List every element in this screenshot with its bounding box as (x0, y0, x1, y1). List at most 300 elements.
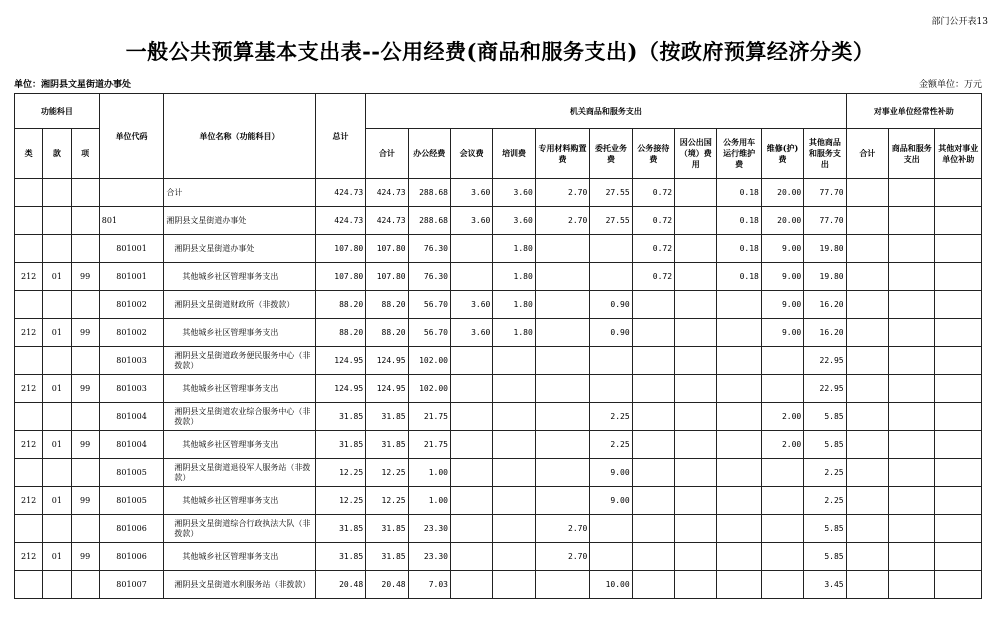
value-cell (493, 487, 535, 515)
value-cell (889, 487, 935, 515)
value-cell: 88.20 (315, 319, 365, 347)
value-cell: 21.75 (408, 431, 450, 459)
value-cell (450, 459, 492, 487)
unit-name-cell: 其他城乡社区管理事务支出 (164, 487, 315, 515)
value-cell: 31.85 (366, 403, 408, 431)
value-cell: 20.48 (315, 571, 365, 599)
col-header: 办公经费 (408, 129, 450, 179)
value-cell (535, 403, 590, 431)
unit-code-cell: 801005 (99, 487, 164, 515)
value-cell: 0.18 (717, 179, 761, 207)
value-cell (889, 235, 935, 263)
value-cell (535, 431, 590, 459)
value-cell (761, 375, 803, 403)
value-cell: 107.80 (315, 263, 365, 291)
value-cell (846, 235, 888, 263)
value-cell (535, 459, 590, 487)
unit-name-cell: 其他城乡社区管理事务支出 (164, 375, 315, 403)
unit-name-cell: 合计 (164, 179, 315, 207)
col-header: 公务接待费 (632, 129, 674, 179)
value-cell: 12.25 (315, 487, 365, 515)
value-cell (632, 403, 674, 431)
value-cell (846, 347, 888, 375)
value-cell (935, 179, 982, 207)
value-cell: 19.80 (804, 235, 846, 263)
value-cell (493, 347, 535, 375)
kuan-cell (43, 459, 71, 487)
value-cell: 9.00 (590, 487, 632, 515)
xiang-cell: 99 (71, 263, 99, 291)
value-cell: 2.25 (804, 459, 846, 487)
value-cell: 288.68 (408, 179, 450, 207)
value-cell (632, 571, 674, 599)
value-cell (846, 515, 888, 543)
value-cell (935, 487, 982, 515)
value-cell: 3.60 (450, 319, 492, 347)
value-cell (632, 347, 674, 375)
value-cell (889, 347, 935, 375)
value-cell (450, 235, 492, 263)
xiang-cell (71, 515, 99, 543)
table-row (15, 431, 982, 459)
kuan-cell: 01 (43, 375, 71, 403)
value-cell (675, 487, 717, 515)
value-cell (935, 375, 982, 403)
value-cell: 424.73 (366, 207, 408, 235)
lei-cell (15, 459, 43, 487)
xiang-cell: 99 (71, 319, 99, 347)
unit-name-cell: 湘阴县文星街道综合行政执法大队（非拨款） (164, 515, 315, 543)
value-cell: 2.70 (535, 207, 590, 235)
value-cell (675, 571, 717, 599)
unit-code-cell: 801006 (99, 515, 164, 543)
lei-cell: 212 (15, 431, 43, 459)
value-cell: 88.20 (366, 319, 408, 347)
value-cell: 102.00 (408, 375, 450, 403)
unit-code-cell: 801002 (99, 319, 164, 347)
value-cell: 0.90 (590, 319, 632, 347)
value-cell: 23.30 (408, 543, 450, 571)
table-row (15, 459, 982, 487)
value-cell (889, 291, 935, 319)
xiang-cell (71, 347, 99, 375)
budget-table (14, 93, 982, 599)
value-cell: 2.00 (761, 431, 803, 459)
value-cell: 3.45 (804, 571, 846, 599)
unit-code-cell: 801007 (99, 571, 164, 599)
unit-name-cell: 湘阴县文星街道水利服务站（非拨款） (164, 571, 315, 599)
value-cell: 424.73 (315, 179, 365, 207)
value-cell: 0.72 (632, 207, 674, 235)
value-cell (632, 515, 674, 543)
value-cell (846, 459, 888, 487)
value-cell: 10.00 (590, 571, 632, 599)
kuan-cell (43, 515, 71, 543)
value-cell (935, 291, 982, 319)
lei-cell (15, 347, 43, 375)
table-row (15, 571, 982, 599)
value-cell: 102.00 (408, 347, 450, 375)
value-cell (535, 319, 590, 347)
kuan-cell (43, 347, 71, 375)
lei-cell (15, 403, 43, 431)
subsidy-col-header: 合计 (846, 129, 888, 179)
value-cell: 31.85 (366, 431, 408, 459)
subsidy-col-header: 其他对事业单位补助 (935, 129, 982, 179)
value-cell: 31.85 (366, 515, 408, 543)
value-cell (935, 235, 982, 263)
col-header: 其他商品和服务支出 (804, 129, 846, 179)
value-cell: 0.72 (632, 263, 674, 291)
value-cell (935, 515, 982, 543)
value-cell: 3.60 (450, 207, 492, 235)
value-cell (675, 403, 717, 431)
value-cell (846, 263, 888, 291)
value-cell: 124.95 (315, 375, 365, 403)
value-cell (761, 347, 803, 375)
value-cell (935, 319, 982, 347)
value-cell (632, 459, 674, 487)
value-cell (493, 571, 535, 599)
table-row (15, 235, 982, 263)
value-cell (632, 291, 674, 319)
value-cell (846, 207, 888, 235)
value-cell: 56.70 (408, 291, 450, 319)
table-row (15, 319, 982, 347)
lei-cell: 212 (15, 543, 43, 571)
value-cell: 424.73 (366, 179, 408, 207)
value-cell (935, 403, 982, 431)
value-cell (846, 319, 888, 347)
value-cell (717, 487, 761, 515)
lei-cell (15, 571, 43, 599)
page-title: 一般公共预算基本支出表--公用经费(商品和服务支出)（按政府预算经济分类） (125, 39, 875, 64)
value-cell (889, 375, 935, 403)
value-cell (675, 459, 717, 487)
value-cell (535, 487, 590, 515)
value-cell (761, 487, 803, 515)
value-cell (632, 319, 674, 347)
value-cell: 0.18 (717, 207, 761, 235)
value-cell (717, 347, 761, 375)
value-cell: 3.60 (450, 179, 492, 207)
table-body (15, 179, 982, 599)
value-cell: 124.95 (315, 347, 365, 375)
value-cell (493, 403, 535, 431)
value-cell: 424.73 (315, 207, 365, 235)
org-goods-header: 机关商品和服务支出 (366, 94, 846, 129)
value-cell: 16.20 (804, 319, 846, 347)
unit-code-cell: 801003 (99, 375, 164, 403)
lei-cell (15, 515, 43, 543)
value-cell: 0.18 (717, 263, 761, 291)
value-cell: 107.80 (315, 235, 365, 263)
unit-name-cell: 其他城乡社区管理事务支出 (164, 263, 315, 291)
value-cell: 20.48 (366, 571, 408, 599)
kuan-cell: 01 (43, 431, 71, 459)
unit-code-cell: 801004 (99, 403, 164, 431)
func-subject-header: 功能科目 (15, 94, 100, 129)
value-cell (535, 347, 590, 375)
kuan-cell (43, 179, 71, 207)
value-cell: 107.80 (366, 263, 408, 291)
value-cell: 124.95 (366, 347, 408, 375)
unit-label: 单位：湘阴县文星街道办事处 (14, 80, 132, 90)
value-cell (717, 543, 761, 571)
value-cell (675, 347, 717, 375)
value-cell: 20.00 (761, 207, 803, 235)
col-header: 培训费 (493, 129, 535, 179)
table-row (15, 347, 982, 375)
kuan-cell: 01 (43, 319, 71, 347)
xiang-cell: 99 (71, 543, 99, 571)
value-cell (717, 319, 761, 347)
money-unit-label: 金额单位：万元 (918, 80, 982, 90)
kuan-cell (43, 207, 71, 235)
value-cell: 31.85 (366, 543, 408, 571)
value-cell: 19.80 (804, 263, 846, 291)
value-cell: 0.18 (717, 235, 761, 263)
value-cell: 2.25 (590, 403, 632, 431)
unit-code-cell: 801002 (99, 291, 164, 319)
value-cell (846, 431, 888, 459)
value-cell (846, 403, 888, 431)
value-cell (450, 375, 492, 403)
col-header: 委托业务费 (590, 129, 632, 179)
value-cell: 3.60 (493, 207, 535, 235)
value-cell: 2.70 (535, 179, 590, 207)
value-cell: 9.00 (590, 459, 632, 487)
unit-code-cell: 801005 (99, 459, 164, 487)
xiang-cell: 99 (71, 431, 99, 459)
value-cell: 2.00 (761, 403, 803, 431)
unit-name-cell: 湘阴县文星街道政务便民服务中心（非拨款） (164, 347, 315, 375)
kuan-cell: 01 (43, 543, 71, 571)
value-cell: 12.25 (366, 487, 408, 515)
value-cell (450, 403, 492, 431)
xiang-cell (71, 207, 99, 235)
unit-name-cell: 其他城乡社区管理事务支出 (164, 431, 315, 459)
value-cell (935, 543, 982, 571)
value-cell: 31.85 (315, 403, 365, 431)
total-header: 总计 (315, 94, 365, 179)
kuan-cell (43, 403, 71, 431)
unit-name-cell: 湘阴县文星街道办事处 (164, 235, 315, 263)
value-cell: 1.80 (493, 319, 535, 347)
value-cell: 5.85 (804, 431, 846, 459)
value-cell (675, 235, 717, 263)
subsidy-col-header: 商品和服务支出 (889, 129, 935, 179)
unit-name-header: 单位名称（功能科目） (164, 94, 315, 179)
value-cell (675, 319, 717, 347)
value-cell: 5.85 (804, 515, 846, 543)
unit-name-cell: 其他城乡社区管理事务支出 (164, 543, 315, 571)
unit-name-cell: 湘阴县文星街道退役军人服务站（非拨款） (164, 459, 315, 487)
value-cell (717, 291, 761, 319)
value-cell: 16.20 (804, 291, 846, 319)
value-cell: 76.30 (408, 263, 450, 291)
value-cell (935, 207, 982, 235)
value-cell (450, 487, 492, 515)
value-cell (493, 375, 535, 403)
value-cell (632, 543, 674, 571)
value-cell (889, 319, 935, 347)
value-cell: 9.00 (761, 235, 803, 263)
value-cell: 20.00 (761, 179, 803, 207)
value-cell (675, 263, 717, 291)
value-cell (493, 459, 535, 487)
lei-cell: 212 (15, 263, 43, 291)
unit-code-cell (99, 179, 164, 207)
value-cell (889, 459, 935, 487)
xiang-cell (71, 459, 99, 487)
value-cell: 288.68 (408, 207, 450, 235)
kuan-cell: 01 (43, 263, 71, 291)
table-row (15, 543, 982, 571)
value-cell: 2.25 (804, 487, 846, 515)
value-cell: 124.95 (366, 375, 408, 403)
value-cell (535, 375, 590, 403)
table-row (15, 515, 982, 543)
table-row (15, 291, 982, 319)
kuan-cell: 01 (43, 487, 71, 515)
value-cell: 27.55 (590, 207, 632, 235)
value-cell: 9.00 (761, 263, 803, 291)
value-cell: 27.55 (590, 179, 632, 207)
col-header: 因公出国（境）费用 (675, 129, 717, 179)
value-cell (935, 263, 982, 291)
value-cell: 5.85 (804, 403, 846, 431)
value-cell (889, 403, 935, 431)
value-cell (590, 347, 632, 375)
value-cell (889, 543, 935, 571)
xiang-cell (71, 571, 99, 599)
unit-name-cell: 湘阴县文星街道农业综合服务中心（非拨款） (164, 403, 315, 431)
value-cell: 1.80 (493, 263, 535, 291)
value-cell: 9.00 (761, 291, 803, 319)
value-cell (717, 571, 761, 599)
table-row (15, 207, 982, 235)
value-cell (450, 431, 492, 459)
value-cell (761, 515, 803, 543)
subsidy-header: 对事业单位经常性补助 (846, 94, 981, 129)
value-cell: 0.72 (632, 235, 674, 263)
value-cell: 88.20 (315, 291, 365, 319)
value-cell (717, 515, 761, 543)
value-cell (935, 571, 982, 599)
value-cell (590, 263, 632, 291)
unit-code-cell: 801006 (99, 543, 164, 571)
value-cell: 0.90 (590, 291, 632, 319)
value-cell (535, 571, 590, 599)
value-cell (675, 515, 717, 543)
table-row (15, 375, 982, 403)
value-cell: 23.30 (408, 515, 450, 543)
value-cell (590, 543, 632, 571)
value-cell: 22.95 (804, 347, 846, 375)
value-cell: 31.85 (315, 515, 365, 543)
value-cell (889, 515, 935, 543)
value-cell (717, 403, 761, 431)
unit-code-cell: 801 (99, 207, 164, 235)
value-cell (761, 543, 803, 571)
xiang-header: 项 (71, 129, 99, 179)
xiang-cell (71, 179, 99, 207)
value-cell: 1.80 (493, 291, 535, 319)
xiang-cell (71, 403, 99, 431)
xiang-cell (71, 235, 99, 263)
value-cell (450, 347, 492, 375)
value-cell: 3.60 (493, 179, 535, 207)
unit-code-cell: 801004 (99, 431, 164, 459)
value-cell: 77.70 (804, 207, 846, 235)
lei-cell (15, 207, 43, 235)
value-cell (632, 487, 674, 515)
table-row (15, 263, 982, 291)
col-header: 合计 (366, 129, 408, 179)
value-cell (846, 543, 888, 571)
value-cell (846, 179, 888, 207)
value-cell (761, 459, 803, 487)
value-cell: 9.00 (761, 319, 803, 347)
xiang-cell: 99 (71, 487, 99, 515)
value-cell (889, 431, 935, 459)
value-cell (450, 515, 492, 543)
unit-code-cell: 801001 (99, 235, 164, 263)
value-cell (450, 543, 492, 571)
value-cell (935, 347, 982, 375)
value-cell (675, 207, 717, 235)
value-cell (675, 179, 717, 207)
lei-cell (15, 179, 43, 207)
value-cell (675, 375, 717, 403)
value-cell (717, 375, 761, 403)
value-cell: 7.03 (408, 571, 450, 599)
lei-cell: 212 (15, 487, 43, 515)
col-header: 会议费 (450, 129, 492, 179)
value-cell: 1.00 (408, 487, 450, 515)
kuan-cell (43, 571, 71, 599)
value-cell: 2.25 (590, 431, 632, 459)
value-cell: 12.25 (366, 459, 408, 487)
table-row (15, 487, 982, 515)
col-header: 专用材料购置费 (535, 129, 590, 179)
value-cell: 107.80 (366, 235, 408, 263)
value-cell (889, 207, 935, 235)
value-cell: 5.85 (804, 543, 846, 571)
value-cell: 21.75 (408, 403, 450, 431)
value-cell (590, 375, 632, 403)
unit-code-cell: 801003 (99, 347, 164, 375)
value-cell: 2.70 (535, 543, 590, 571)
value-cell (535, 263, 590, 291)
value-cell (590, 515, 632, 543)
value-cell: 0.72 (632, 179, 674, 207)
col-header: 维修(护)费 (761, 129, 803, 179)
value-cell: 1.80 (493, 235, 535, 263)
lei-cell (15, 291, 43, 319)
value-cell (846, 487, 888, 515)
value-cell: 12.25 (315, 459, 365, 487)
col-header: 公务用车运行维护费 (717, 129, 761, 179)
value-cell: 31.85 (315, 543, 365, 571)
header-row-1 (15, 94, 982, 129)
value-cell (535, 291, 590, 319)
kuan-header: 款 (43, 129, 71, 179)
value-cell: 2.70 (535, 515, 590, 543)
document-number-label: 部门公开表13 (931, 17, 988, 27)
value-cell (889, 179, 935, 207)
